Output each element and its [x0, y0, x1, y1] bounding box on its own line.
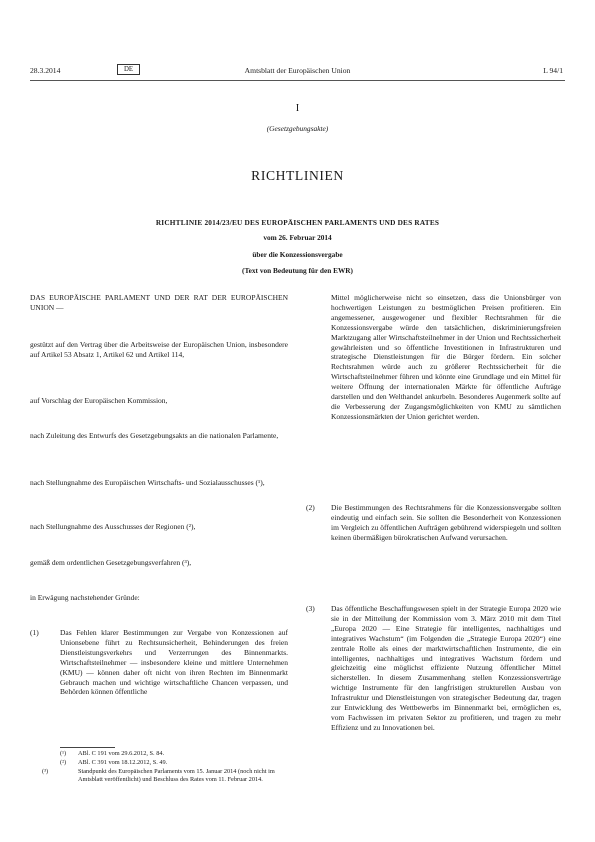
footnote-divider — [60, 747, 115, 748]
directive-name: RICHTLINIE 2014/23/EU DES EUROPÄISCHEN PARLAMENTS UND DES RATES — [155, 218, 440, 227]
footnote-1 — [60, 750, 288, 758]
recital-number: (3) — [306, 604, 315, 613]
footnote-text: ABl. C 191 vom 29.6.2012, S. 84. — [78, 750, 165, 757]
footnote-mark: (³) — [42, 768, 49, 775]
directive-relevance: (Text von Bedeutung für den EWR) — [242, 266, 353, 275]
footnote-mark: (¹) — [60, 750, 67, 757]
preamble-citation-commission: auf Vorschlag der Europäischen Kommission, — [30, 396, 168, 405]
header-divider — [30, 80, 565, 81]
preamble-intro: DAS EUROPÄISCHE PARLAMENT UND DER RAT DER EUROPÄISCHEN UNION — — [30, 293, 288, 312]
recital-number: (2) — [306, 503, 315, 512]
preamble-citation-regions: nach Stellungnahme des Ausschusses der Regionen (²), — [30, 522, 196, 531]
preamble-recitals-intro: in Erwägung nachstehender Gründe: — [30, 593, 140, 602]
directive-subject: über die Konzessionsvergabe — [252, 250, 343, 259]
language-badge: DE — [117, 64, 140, 75]
footnote-2 — [60, 759, 288, 767]
footnote-3 — [42, 768, 288, 785]
recital-1: Das Fehlen klarer Bestimmungen zur Vergabe von Konzessionen auf Unionsebene führt zu Rechtsunsicherheit, Behinderungen des freien Dienstleistungsverkehrs und Verzerrungen des Binnenmarkts. Wirtschaftsteilnehmer — insbesondere kleine und mittlere Unternehmen (KMU) — können daher oft nicht von ihren Rechten im Binnenmarkt Gebrauch machen und wichtige wirtschaftliche Chancen verpassen, und Behörden können öffentliche — [60, 628, 288, 697]
section-roman: I — [295, 103, 300, 114]
header-date: 28.3.2014 — [30, 66, 61, 75]
footnote-text: ABl. C 391 vom 18.12.2012, S. 49. — [78, 759, 168, 766]
footnote-text: Standpunkt des Europäischen Parlaments vom 15. Januar 2014 (noch nicht im Amtsblatt veröffentlicht) und Beschluss des Rates vom 11. Februar 2014. — [78, 768, 275, 784]
preamble-citation-treaty: gestützt auf den Vertrag über die Arbeitsweise der Europäischen Union, insbesondere auf Artikel 53 Absatz 1, Artikel 62 und Artikel 114, — [30, 340, 288, 359]
recital-1-continued: Mittel möglicherweise nicht so einsetzen, dass die Unionsbürger von hochwertigen Leistungen zu bestmöglichen Preisen profitieren. Ein angemessener, ausgewogener und flexibler Rechtsrahmen für die Konzessionsvergabe würde den tatsächlichen, diskriminierungsfreien Marktzugang aller Wirtschaftsteilnehmer in der Union und Rechtssicherheit gewährleisten und so öffentliche Investitionen in Infrastrukturen und strategische Dienstleistungen für die Bürger fördern. Ein solcher Rechtsrahmen würde auch zu größerer Rechtssicherheit für die Wirtschaftsteilnehmer führen und könnte eine Grundlage und ein Mittel für weitere Öffnung der internationalen Märkte für öffentliche Aufträge darstellen und den Welthandel ankurbeln. Besonderes Augenmerk sollte auf die Verbesserung der Zugangsmöglichkeiten von KMU zu sämtlichen Konzessionsmärkten der Union gerichtet werden. — [331, 293, 561, 421]
preamble-citation-procedure: gemäß dem ordentlichen Gesetzgebungsverfahren (³), — [30, 558, 192, 567]
recital-number: (1) — [30, 628, 39, 637]
preamble-citation-ecosoc: nach Stellungnahme des Europäischen Wirtschafts- und Sozialausschusses (¹), — [30, 478, 265, 487]
directive-date: vom 26. Februar 2014 — [263, 233, 332, 242]
preamble-citation-parliaments: nach Zuleitung des Entwurfs des Gesetzgebungsakts an die nationalen Parlamente, — [30, 431, 279, 440]
footnote-mark: (²) — [60, 759, 67, 766]
recital-2: Die Bestimmungen des Rechtsrahmens für die Konzessionsvergabe sollten eindeutig und einfach sein. Sie sollten die Besonderheit von Konzessionen im Vergleich zu öffentlichen Aufträgen gebührend widerspiegeln und sollten keinen übermäßigen bürokratischen Aufwand verursachen. — [331, 503, 561, 542]
page-title: RICHTLINIEN — [251, 168, 344, 183]
page-reference: L 94/1 — [543, 66, 563, 75]
journal-title: Amtsblatt der Europäischen Union — [244, 66, 351, 75]
section-subtitle: (Gesetzgebungsakte) — [266, 124, 329, 133]
recital-3: Das öffentliche Beschaffungswesen spielt in der Strategie Europa 2020 wie sie in der Mitteilung der Kommission vom 3. März 2010 mit dem Titel „Europa 2020 — Eine Strategie für intelligentes, nachhaltiges und integratives Wachstum“ (im Folgenden die „Strategie Europa 2020“) eine zentrale Rolle als eines der marktwirtschaftlichen Instrumente, die ein intelligentes, nachhaltiges und integratives Wachstum fördern und gleichzeitig eine möglichst effiziente Nutzung öffentlicher Mittel sicherstellen. In diesem Zusammenhang stellen Konzessionsverträge wichtige Instrumente für den langfristigen strukturellen Ausbau von Infrastruktur und Dienstleistungen von strategischer Bedeutung dar, tragen zur Entwicklung des Wettbewerbs im Binnenmarkt bei, ermöglichen es, vom Fachwissen im privaten Sektor zu profitieren, und tragen zu mehr Effizienz und zu Innovationen bei. — [331, 604, 561, 732]
